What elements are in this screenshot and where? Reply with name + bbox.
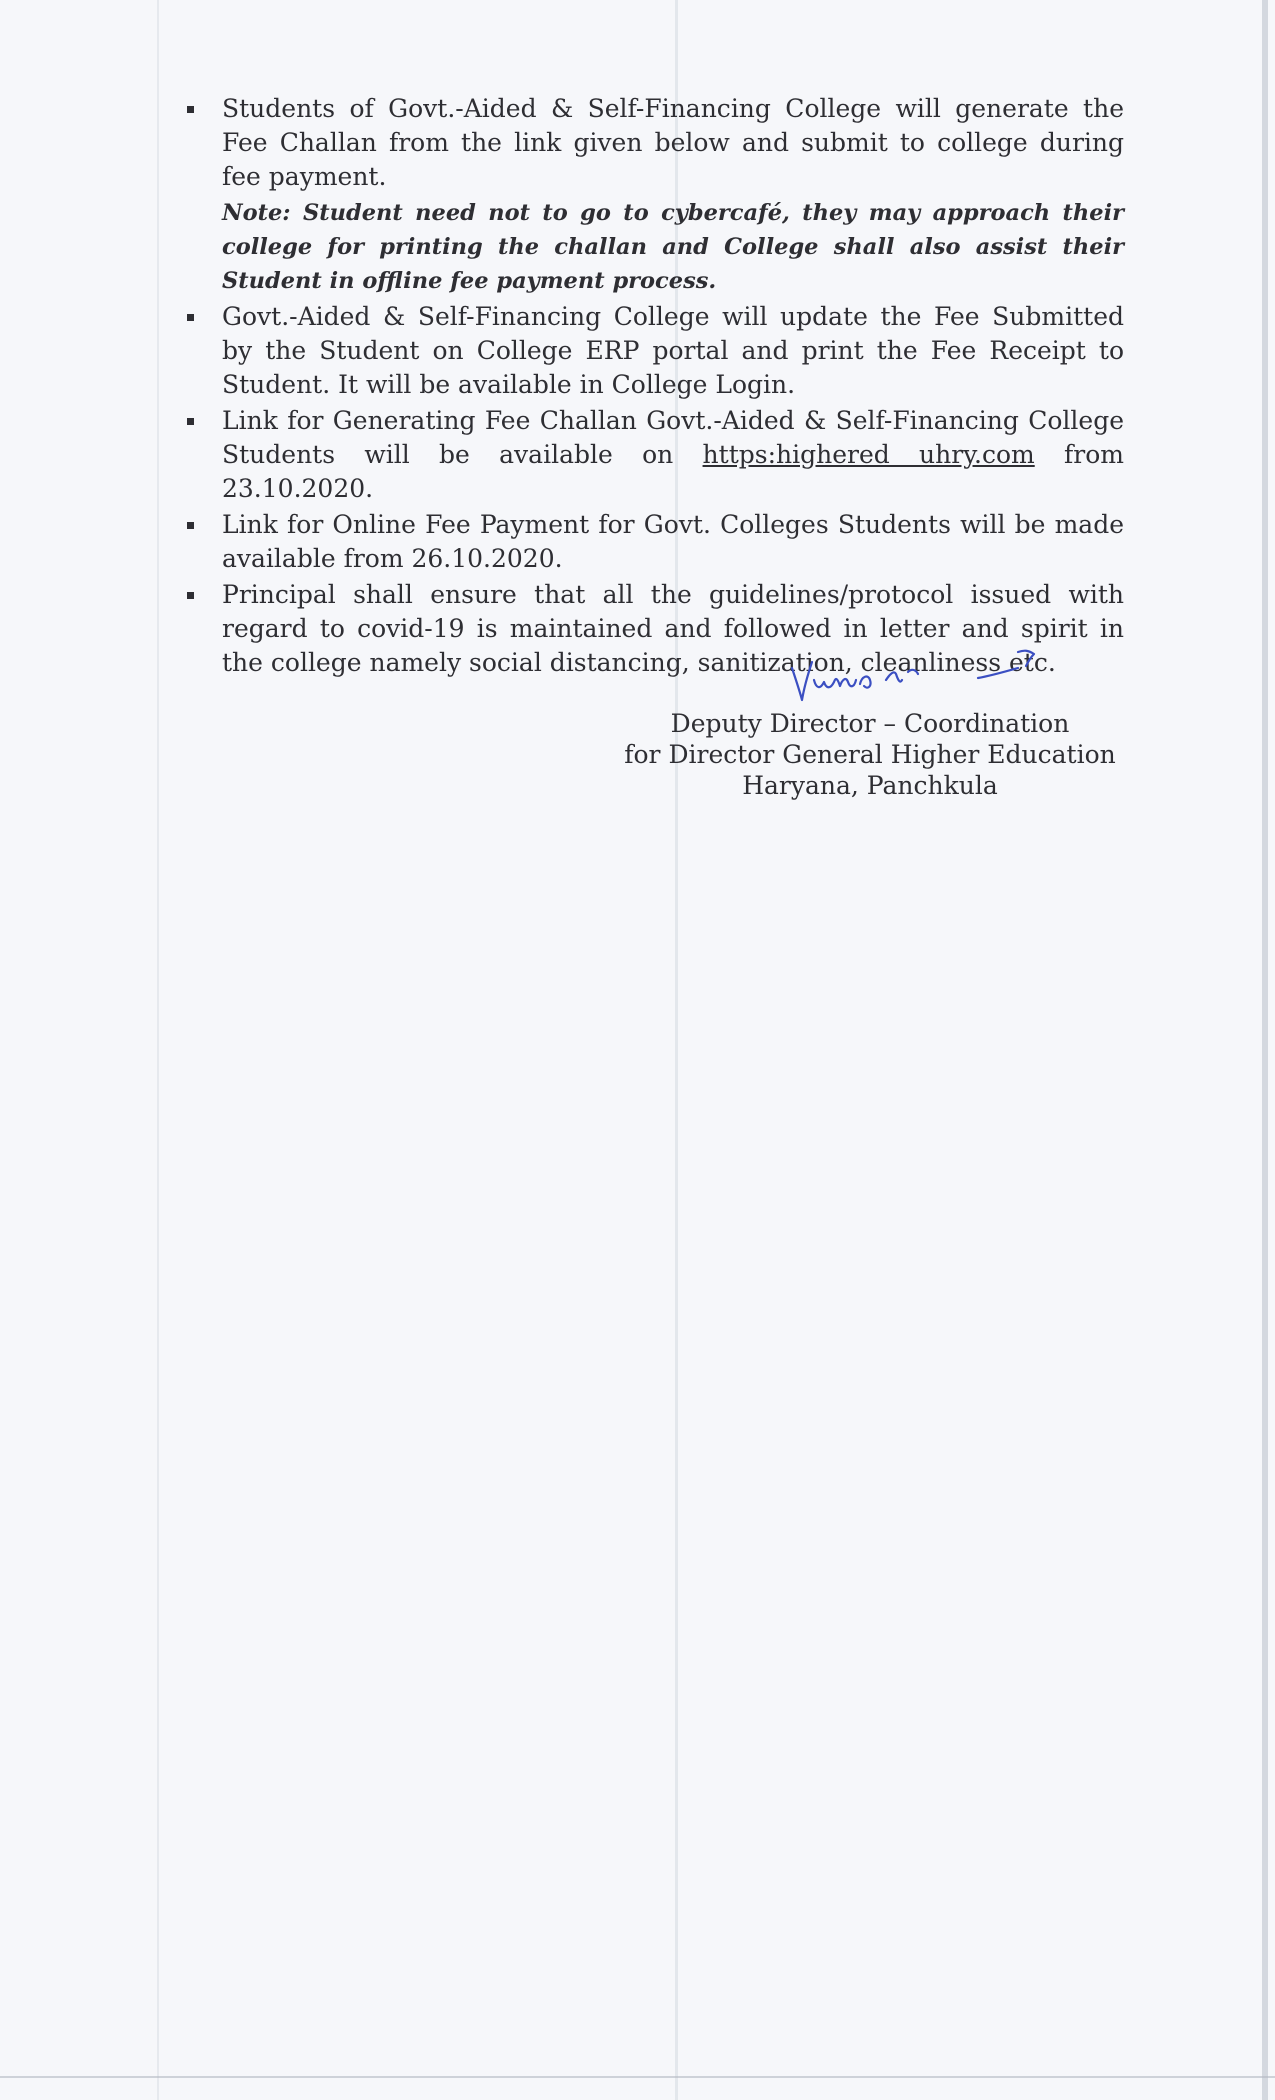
signatory-title: Deputy Director – Coordination <box>670 709 1070 738</box>
item-text: Link for Generating Fee Challan Govt.-Aided & Self-Financing College Students will be available on <box>222 406 1124 469</box>
note-text: Note: Student need not to go to cybercafé, they may approach their college for printing the challan and College shall also assist their Student in offline fee payment process. <box>222 200 1124 294</box>
item-text: Students of Govt.-Aided & Self-Financing College will generate the Fee Challan from the link given below and submit to college during fee payment. <box>222 94 1124 191</box>
list-item <box>182 404 1124 506</box>
signatory-office: for Director General Higher Education <box>624 740 1116 769</box>
instructions-section <box>182 92 1124 680</box>
page-bottom-edge <box>0 2076 1275 2078</box>
scan-artifact-line <box>157 0 159 2100</box>
fee-challan-link[interactable]: https:highered uhry.com <box>702 440 1035 469</box>
item-text-date: from 23.10.2020. <box>222 440 1124 503</box>
scan-artifact-line <box>1262 0 1268 2100</box>
signoff-block <box>590 708 1150 801</box>
list-item <box>182 92 1124 298</box>
bullet-icon <box>187 418 194 425</box>
item-text: Govt.-Aided & Self-Financing College will update the Fee Submitted by the Student on College ERP portal and print the Fee Receipt to Student. It will be available in College Login. <box>222 302 1124 399</box>
bullet-icon <box>187 592 194 599</box>
bullet-icon <box>187 106 194 113</box>
list-item <box>182 508 1124 576</box>
signatory-location: Haryana, Panchkula <box>742 771 998 800</box>
item-text: Principal shall ensure that all the guidelines/protocol issued with regard to covid-19 is maintained and followed in letter and spirit in the college namely social distancing, sanitization, cleanliness etc. <box>222 580 1124 677</box>
instructions-list <box>182 92 1124 680</box>
bullet-icon <box>187 314 194 321</box>
list-item <box>182 300 1124 402</box>
bullet-icon <box>187 522 194 529</box>
item-text: Link for Online Fee Payment for Govt. Colleges Students will be made available from 26.10.2020. <box>222 510 1124 573</box>
